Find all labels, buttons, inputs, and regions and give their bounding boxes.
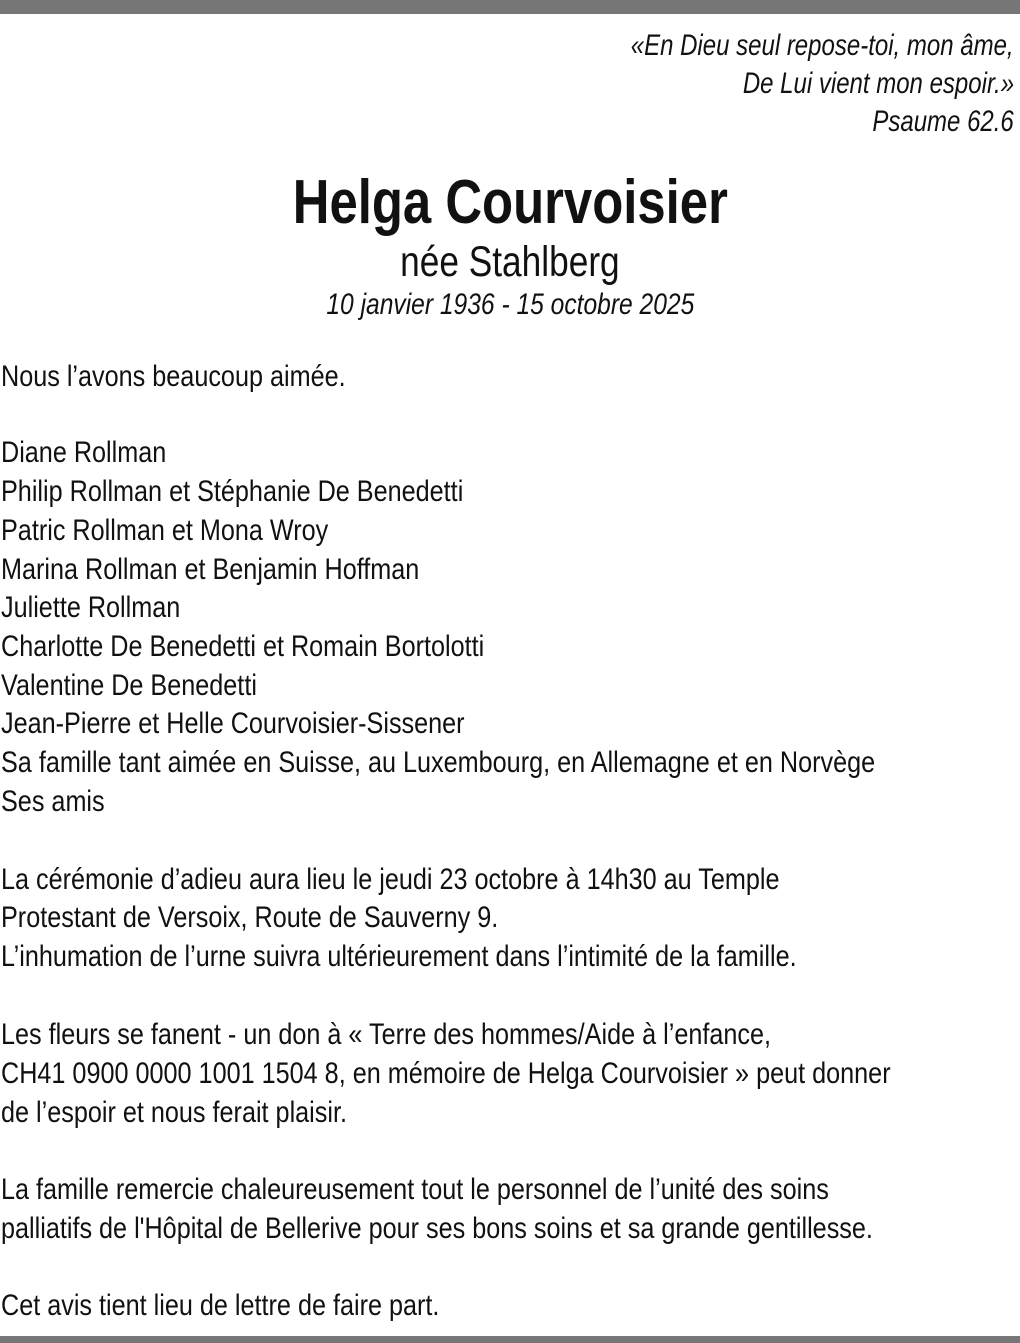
quote-line: De Lui vient mon espoir.» [742, 67, 1014, 100]
family-member: Patric Rollman et Mona Wroy [1, 514, 329, 547]
ceremony-text: La cérémonie d’adieu aura lieu le jeudi 23 octobre à 14h30 au Temple [1, 863, 780, 896]
family-member: Valentine De Benedetti [1, 669, 257, 702]
ceremony-text: L’inhumation de l’urne suivra ultérieurement dans l’intimité de la famille. [1, 940, 797, 973]
thanks-text: palliatifs de l'Hôpital de Bellerive pour ses bons soins et sa grande gentillesse. [1, 1212, 873, 1245]
family-member: Marina Rollman et Benjamin Hoffman [1, 553, 420, 586]
donation-text: CH41 0900 0000 1001 1504 8, en mémoire de Helga Courvoisier » peut donner [1, 1057, 891, 1090]
intro-text: Nous l’avons beaucoup aimée. [1, 360, 346, 393]
maiden-name: née Stahlberg [400, 238, 620, 286]
closing-text: Cet avis tient lieu de lettre de faire part. [1, 1289, 440, 1322]
family-member: Juliette Rollman [1, 591, 181, 624]
deceased-name: Helga Courvoisier [292, 168, 728, 237]
quote-reference: Psaume 62.6 [872, 105, 1014, 138]
life-dates: 10 janvier 1936 - 15 octobre 2025 [326, 288, 694, 321]
family-member: Diane Rollman [1, 436, 167, 469]
family-member: Ses amis [1, 785, 105, 818]
donation-text: Les fleurs se fanent - un don à « Terre des hommes/Aide à l’enfance, [1, 1018, 771, 1051]
family-member: Jean-Pierre et Helle Courvoisier-Sissener [1, 707, 465, 740]
top-border [0, 0, 1020, 14]
family-member: Philip Rollman et Stéphanie De Benedetti [1, 475, 464, 508]
family-member: Sa famille tant aimée en Suisse, au Luxembourg, en Allemagne et en Norvège [1, 746, 876, 779]
bottom-border [0, 1336, 1020, 1343]
family-member: Charlotte De Benedetti et Romain Bortolotti [1, 630, 485, 663]
donation-text: de l’espoir et nous ferait plaisir. [1, 1096, 347, 1129]
quote-line: «En Dieu seul repose-toi, mon âme, [631, 29, 1014, 62]
ceremony-text: Protestant de Versoix, Route de Sauverny 9. [1, 901, 499, 934]
thanks-text: La famille remercie chaleureusement tout le personnel de l’unité des soins [1, 1173, 829, 1206]
